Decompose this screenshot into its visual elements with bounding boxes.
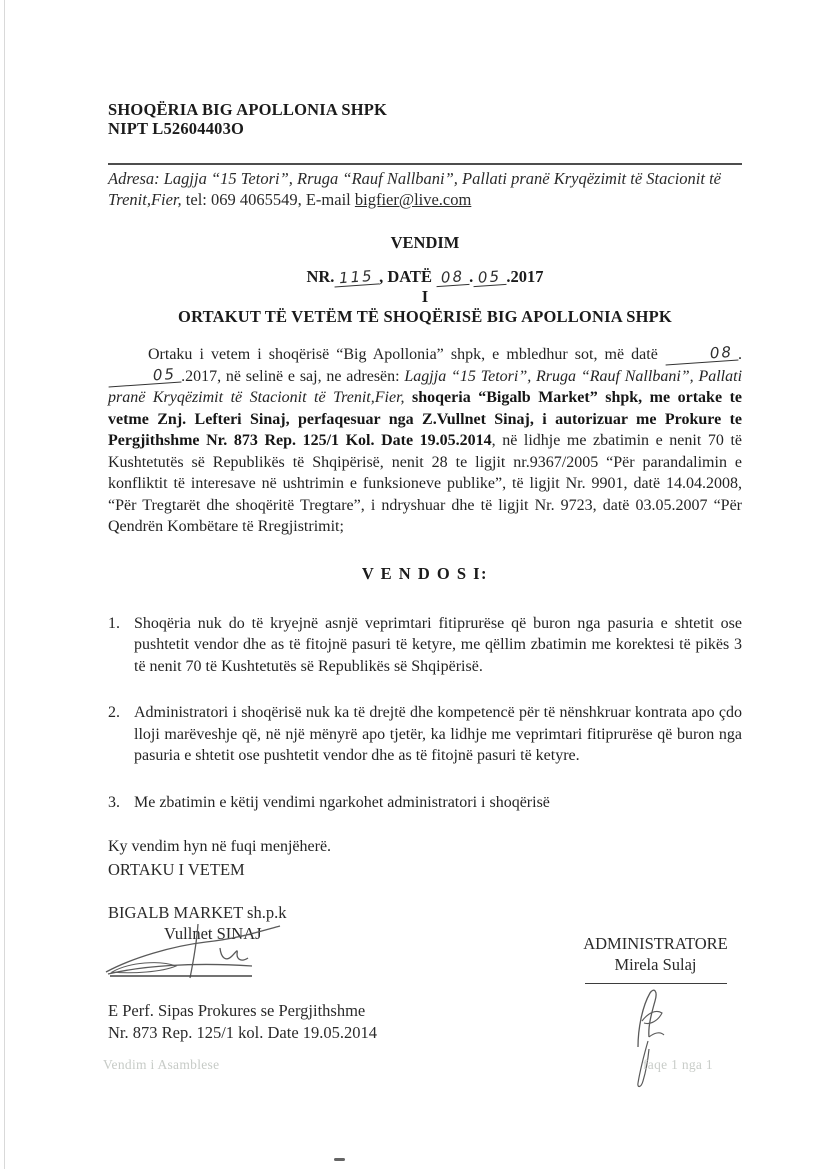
intro-seg1: Ortaku i vetem i shoqërisë “Big Apollonia” shpk, e mbledhur sot, më datë — [148, 346, 665, 363]
footer-page-number: faqe 1 nga 1 — [643, 1057, 713, 1072]
decision-item-1 — [108, 613, 742, 678]
company-address — [108, 168, 742, 210]
nr-prefix: NR. — [306, 267, 335, 286]
signature-scribble-left — [102, 922, 292, 980]
intro-paragraph — [108, 344, 742, 538]
contact-text: tel: 069 4065549, E-mail — [181, 190, 355, 209]
scan-mark-artifact — [334, 1158, 345, 1161]
document-title: VENDIM — [390, 233, 460, 252]
signature-scribble-right — [608, 987, 688, 1089]
effective-note: Ky vendim hyn në fuqi menjëherë. — [108, 838, 332, 855]
decision-number: 1. — [108, 614, 120, 632]
handwritten-intro-day: 08 — [664, 344, 738, 365]
decision-text: Administratori i shoqërisë nuk ka të drejtë dhe kompetencë për të nënshkruar kontrata apo çdo lloji marëveshje që, në një mënyrë apo tjetër, ka lidhje me veprimtari fitiprurëse që buron nga pasuria e shtetit ose pushtetit vendor dhe as të fitojnë pasuri të ketyre. — [134, 704, 742, 764]
nr-suffix: .2017 — [506, 267, 544, 286]
left-signer-company: BIGALB MARKET sh.p.k — [108, 903, 287, 922]
prokure-note-1: E Perf. Sipas Prokures se Pergjithshme — [108, 1001, 366, 1020]
left-signer-name: Vullnet SINAJ — [164, 924, 262, 943]
signature-block-right — [548, 933, 763, 984]
scan-edge-artifact — [4, 0, 5, 1169]
decision-number: 2. — [108, 704, 120, 721]
handwritten-month: 05 — [473, 269, 507, 287]
left-signer-role: ORTAKU I VETEM — [108, 860, 245, 879]
decision-item-2 — [108, 702, 742, 767]
address-text: Adresa: Lagjja “15 Tetori”, Rruga “Rauf Nallbani”, Pallati pranë Kryqëzimit të Stacionit të Trenit,Fier, — [108, 169, 721, 209]
company-nipt: NIPT L52604403O — [108, 119, 245, 138]
subtitle-i: I — [421, 287, 429, 306]
right-signer-role: ADMINISTRATORE — [583, 934, 728, 953]
decision-number: 3. — [108, 793, 120, 811]
intro-address-italic: Lagjja “15 Tetori”, Rruga “Rauf Nallbani”, Pallati pranë Kryqëzimit të Stacionit të Trenit,Fier, — [108, 367, 743, 406]
left-signature-notes — [108, 1000, 408, 1044]
handwritten-number: 115 — [334, 268, 380, 287]
subtitle: ORTAKUT TË VETËM TË SHOQËRISË BIG APOLLONIA SHPK — [178, 307, 672, 326]
decision-item-3 — [108, 792, 742, 814]
nr-middle: , DATË — [379, 267, 437, 286]
handwritten-intro-month: 05 — [108, 366, 182, 387]
right-signer-name: Mirela Sulaj — [614, 955, 697, 974]
decision-number-line — [108, 267, 742, 287]
intro-dot: . — [738, 346, 742, 363]
intro-bold-segment: shoqeria “Bigalb Market” shpk, me ortake te vetme Znj. Lefteri Sinaj, perfaqesuar nga Z.Vullnet Sinaj, i autorizuar me Prokure te Pergjithshme Nr. 873 Rep. 125/1 Kol. Date 19.05.2014 — [108, 389, 742, 449]
email-link: bigfier@live.com — [354, 190, 472, 209]
intro-seg2: .2017, në selinë e saj, ne adresën: — [181, 367, 405, 385]
prokure-note-2: Nr. 873 Rep. 125/1 kol. Date 19.05.2014 — [108, 1023, 378, 1042]
signature-line — [585, 983, 727, 984]
signature-block-left — [108, 860, 408, 1044]
intro-seg5: , në lidhje me zbatimin e nenit 70 të Kushtetutës së Republikës të Shqipërisë, nenit 28 te ligjit nr.9367/2005 “Për parandalimin e konfliktit të interesave në ushtrimin e funksioneve publike”, të ligjit Nr. 9901, datë 14.04.2008, “Për Tregtarët dhe shoqëritë Tregtare”, i ndryshuar dhe të ligjit Nr. 9723, datë 03.05.2007 “Për Qendrën Kombëtare të Rregjistrimit; — [108, 432, 743, 535]
decision-list — [108, 613, 742, 814]
vendosi-heading: V E N D O S I: — [361, 563, 489, 583]
handwritten-day: 08 — [436, 269, 470, 287]
footer-doc-type: Vendim i Asamblese — [103, 1057, 220, 1072]
letterhead-divider — [108, 163, 742, 165]
nr-dot: . — [469, 267, 474, 286]
decision-text: Me zbatimin e këtij vendimi ngarkohet administratori i shoqërisë — [134, 793, 550, 811]
letterhead — [108, 100, 742, 138]
document-content — [108, 0, 742, 856]
company-name: SHOQËRIA BIG APOLLONIA SHPK — [108, 100, 388, 119]
decision-text: Shoqëria nuk do të kryejnë asnjë veprimtari fitiprurëse që buron nga pasuria e shtetit ose pushtetit vendor dhe as të fitojnë pasuri të ketyre, me qëllim zbatimin me korektesi të pikës 3 të nenit 70 të Kushtetutës së Republikës së Shqipërisë. — [134, 614, 742, 675]
